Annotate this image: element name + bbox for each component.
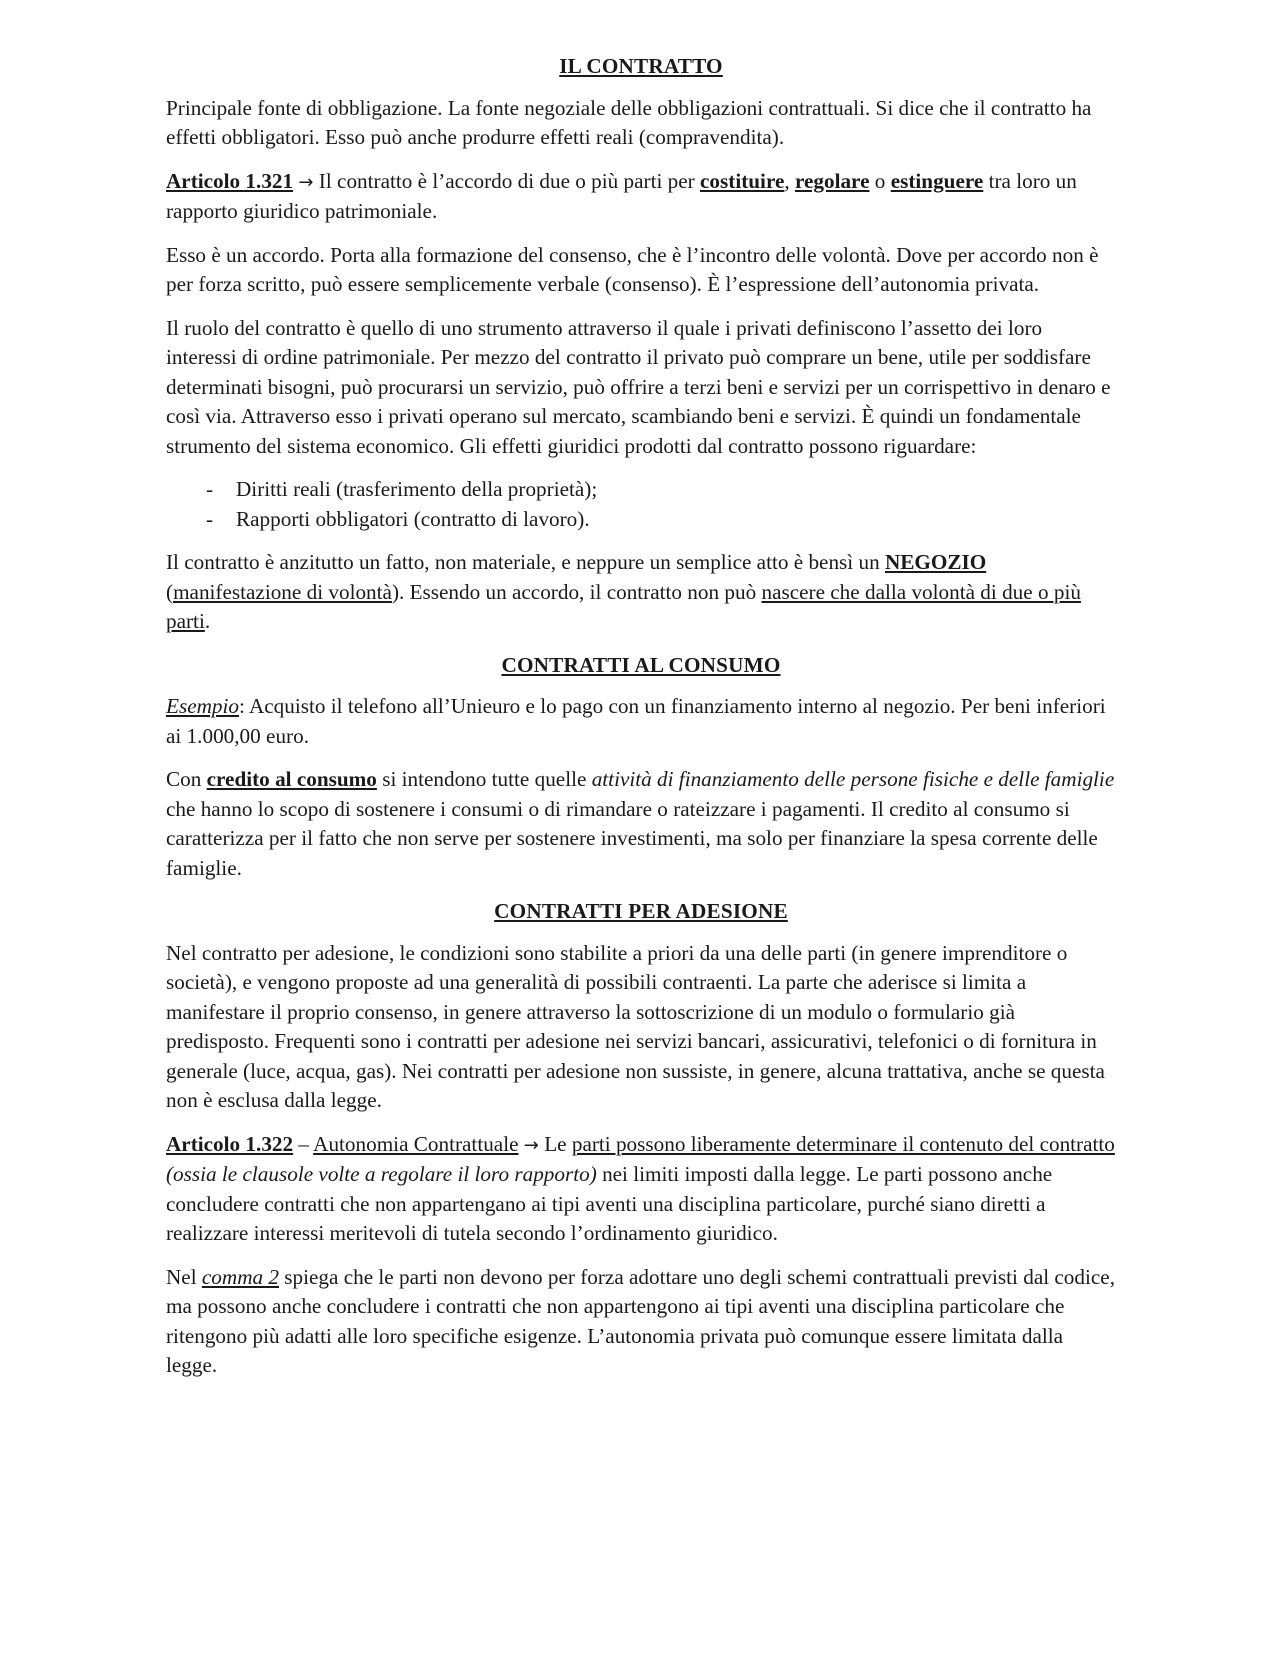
adesione-paragraph: Nel contratto per adesione, le condizioni sono stabilite a priori da una delle parti (in genere imprenditore o società), e vengono proposte ad una generalità di possibili contraenti. La parte che aderisce si limita a manifestare il proprio consenso, in genere attraverso la sottoscrizione di un modulo o formulario già predisposto. Frequenti sono i contratti per adesione nei servizi bancari, assicurativi, telefonici o di fornitura in generale (luce, acqua, gas). Nei contratti per adesione non sussiste, in genere, alcuna trattativa, anche se questa non è esclusa dalla legge. xyxy=(166,940,1105,1112)
credit-paragraph: Con credito al consumo si intendono tutte quelle attività di finanziamento delle persone fisiche e delle famiglie che hanno lo scopo di sostenere i consumi o di rimandare o rateizzare i pagamenti. Il credito al consumo si caratterizza per il fatto che non serve per sostenere investimenti, ma solo per finanziare la spesa corrente delle famiglie. xyxy=(166,767,1115,880)
document-page xyxy=(166,52,1116,1395)
dash-bullet: - xyxy=(206,477,214,501)
example-paragraph: Esempio: Acquisto il telefono all’Unieuro e lo pago con un finanziamento interno al negozio. Per beni inferiori ai 1.000,00 euro. xyxy=(166,694,1106,748)
term-nascere: nascere che dalla volontà di due o più parti xyxy=(166,579,1081,633)
example-label: Esempio xyxy=(166,694,239,718)
accordo-paragraph: Esso è un accordo. Porta alla formazione del consenso, che è l’incontro delle volontà. Dove per accordo non è per forza scritto, può essere semplicemente verbale (consenso). È l’espressione dell’autonomia privata. xyxy=(166,242,1099,296)
term-estinguere: estinguere xyxy=(890,168,984,193)
section-heading-adesione: CONTRATTI PER ADESIONE xyxy=(494,899,788,923)
intro-paragraph: Principale fonte di obbligazione. La fonte negoziale delle obbligazioni contrattuali. Si dice che il contratto ha effetti obbligatori. Esso può anche produrre effetti reali (compravendita). xyxy=(166,95,1092,149)
comma-paragraph: Nel comma 2 spiega che le parti non devono per forza adottare uno degli schemi contrattuali previsti dal codice, ma possono anche concludere i contratti che non appartengono ai tipi aventi una disciplina particolare che ritengono più adatti alle loro specifiche esigenze. L’autonomia privata può comunque essere limitata dalla legge. xyxy=(166,1264,1115,1377)
article-1322-underlined: parti possono liberamente determinare il contenuto del contratto xyxy=(571,1131,1115,1156)
article-1321-paragraph: Articolo 1.321 → Il contratto è l’accordo di due o più parti per costituire, regolare o estinguere tra loro un rapporto giuridico patrimoniale. xyxy=(166,168,1077,223)
term-negozio: NEGOZIO xyxy=(884,550,987,574)
term-costituire: costituire xyxy=(700,168,785,193)
negozio-paragraph: Il contratto è anzitutto un fatto, non materiale, e neppure un semplice atto è bensì un NEGOZIO (manifestazione di volontà). Essendo un accordo, il contratto non può nascere che dalla volontà di due o più parti. xyxy=(166,550,1081,633)
list-item: - Diritti reali (trasferimento della proprietà); xyxy=(166,475,1116,505)
list-item: - Rapporti obbligatori (contratto di lavoro). xyxy=(166,505,1116,535)
arrow-right-icon: → xyxy=(298,171,314,193)
dash-bullet: - xyxy=(206,506,214,531)
ruolo-paragraph: Il ruolo del contratto è quello di uno strumento attraverso il quale i privati definiscono l’assetto dei loro interessi di ordine patrimoniale. Per mezzo del contratto il privato può comprare un bene, utile per soddisfare determinati bisogni, può procurarsi un servizio, può offrire a terzi beni e servizi per un corrispettivo in denaro e così via. Attraverso esso i privati operano sul mercato, scambiando beni e servizi. È quindi un fondamentale strumento del sistema economico. Gli effetti giuridici prodotti dal contratto possono riguardare: xyxy=(166,315,1111,458)
effects-list xyxy=(166,475,1116,534)
term-manifestazione: manifestazione di volontà xyxy=(173,579,392,604)
article-1322-label: Articolo 1.322 xyxy=(166,1131,294,1156)
credit-italic-phrase: attività di finanziamento delle persone fisiche e delle famiglie xyxy=(591,767,1115,791)
article-1322-subtitle: Autonomia Contrattuale xyxy=(313,1131,519,1156)
term-credito-al-consumo: credito al consumo xyxy=(206,767,377,791)
term-regolare: regolare xyxy=(794,168,870,193)
article-1322-paragraph: Articolo 1.322 – Autonomia Contrattuale → Le parti possono liberamente determinare il contenuto del contratto (ossia le clausole volte a regolare il loro rapporto) nei limiti imposti dalla legge. Le parti possono anche concludere contratti che non appartengano ai tipi aventi una disciplina particolare, purché siano diretti a realizzare interessi meritevoli di tutela secondo l’ordinamento giuridico. xyxy=(166,1131,1115,1245)
arrow-right-icon: → xyxy=(523,1134,539,1156)
article-1322-italic: (ossia le clausole volte a regolare il loro rapporto) xyxy=(166,1162,597,1186)
article-1321-label: Articolo 1.321 xyxy=(166,168,294,193)
comma-label: comma 2 xyxy=(201,1264,279,1289)
section-heading-consumo: CONTRATTI AL CONSUMO xyxy=(501,652,781,677)
document-title: IL CONTRATTO xyxy=(559,54,723,78)
